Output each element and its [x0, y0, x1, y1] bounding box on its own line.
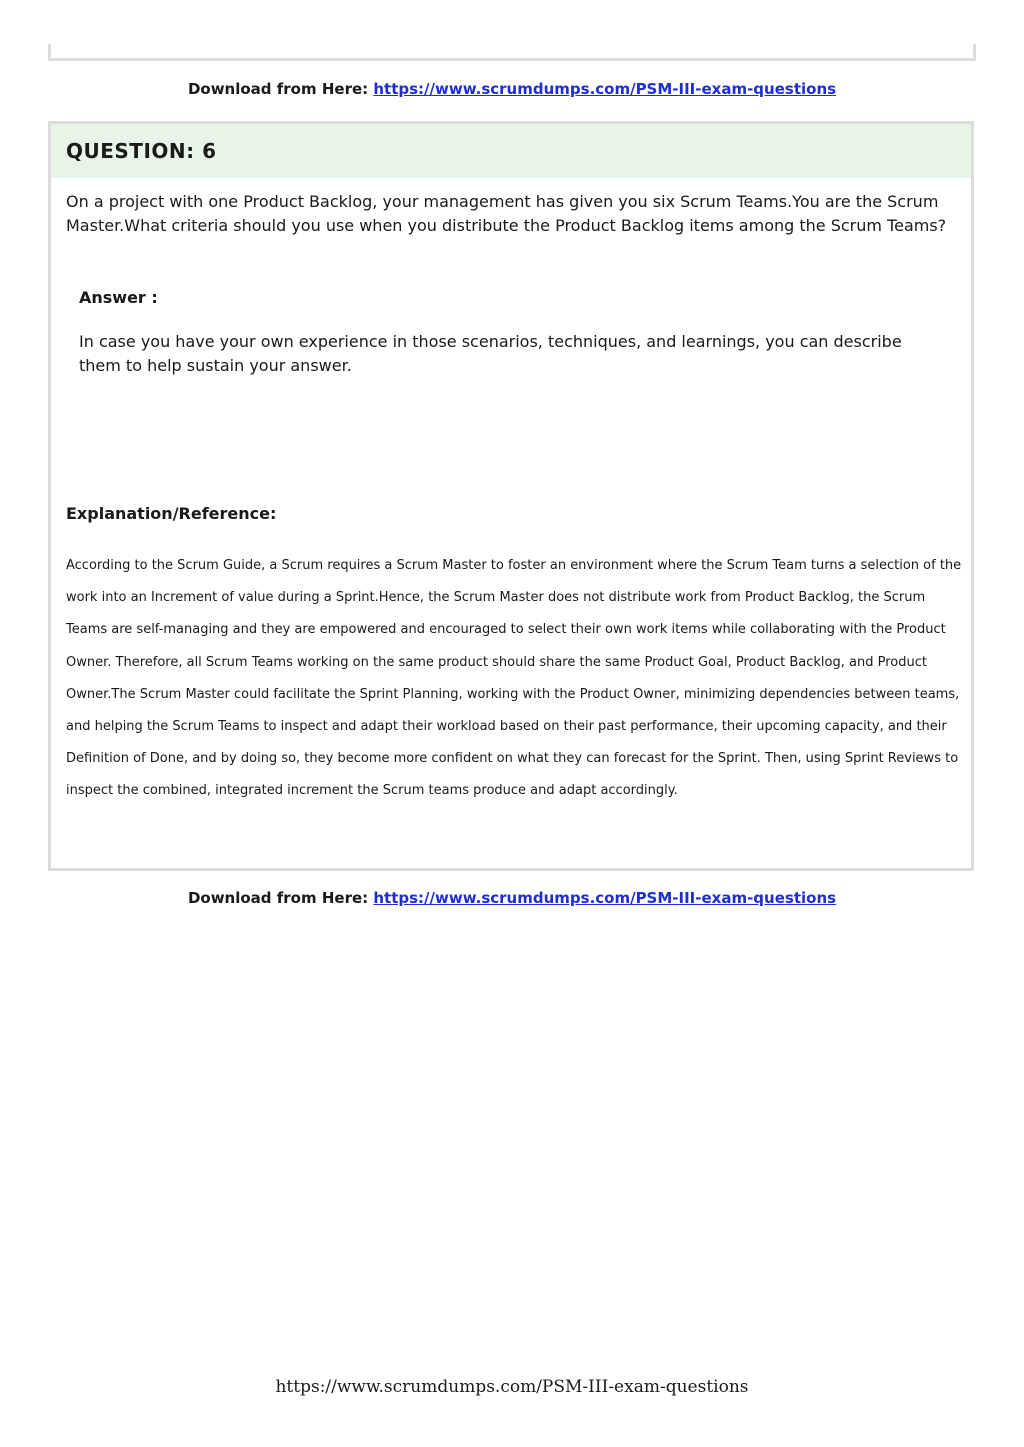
previous-question-box-edge — [48, 44, 976, 61]
download-link[interactable]: https://www.scrumdumps.com/PSM-III-exam-questions — [373, 80, 837, 98]
question-title: QUESTION: 6 — [66, 139, 217, 163]
footer-url: https://www.scrumdumps.com/PSM-III-exam-questions — [275, 1377, 749, 1397]
question-header — [51, 124, 971, 178]
download-label: Download from Here: — [187, 80, 369, 98]
download-line-top — [0, 80, 1024, 98]
explanation-text: According to the Scrum Guide, a Scrum requires a Scrum Master to foster an environment where the Scrum Team turns a selection of the work into an Increment of value during a Sprint.Hence, the Scrum Master does not distribute work from Product Backlog, the Scrum Teams are self-managing and they are empowered and encouraged to select their own work items while collaborating with the Product Owner. Therefore, all Scrum Teams working on the same product should share the same Product Goal, Product Backlog, and Product Owner.The Scrum Master could facilitate the Sprint Planning, working with the Product Owner, minimizing dependencies between teams, and helping the Scrum Teams to inspect and adapt their workload based on their past performance, their upcoming capacity, and their Definition of Done, and by doing so, they become more confident on what they can forecast for the Sprint. Then, using Sprint Reviews to inspect the combined, integrated increment the Scrum teams produce and adapt accordingly. — [66, 558, 962, 799]
download-line-bottom — [0, 889, 1024, 907]
answer-text: In case you have your own experience in those scenarios, techniques, and learnings, you can describe them to help sustain your answer. — [79, 332, 902, 375]
download-link[interactable]: https://www.scrumdumps.com/PSM-III-exam-questions — [373, 889, 837, 907]
question-box — [48, 121, 974, 871]
answer-label: Answer : — [79, 288, 158, 307]
question-text: On a project with one Product Backlog, your management has given you six Scrum Teams.You are the Scrum Master.What criteria should you use when you distribute the Product Backlog items among the Scrum Teams? — [66, 192, 947, 235]
download-label: Download from Here: — [187, 889, 369, 907]
explanation-label: Explanation/Reference: — [66, 504, 277, 523]
